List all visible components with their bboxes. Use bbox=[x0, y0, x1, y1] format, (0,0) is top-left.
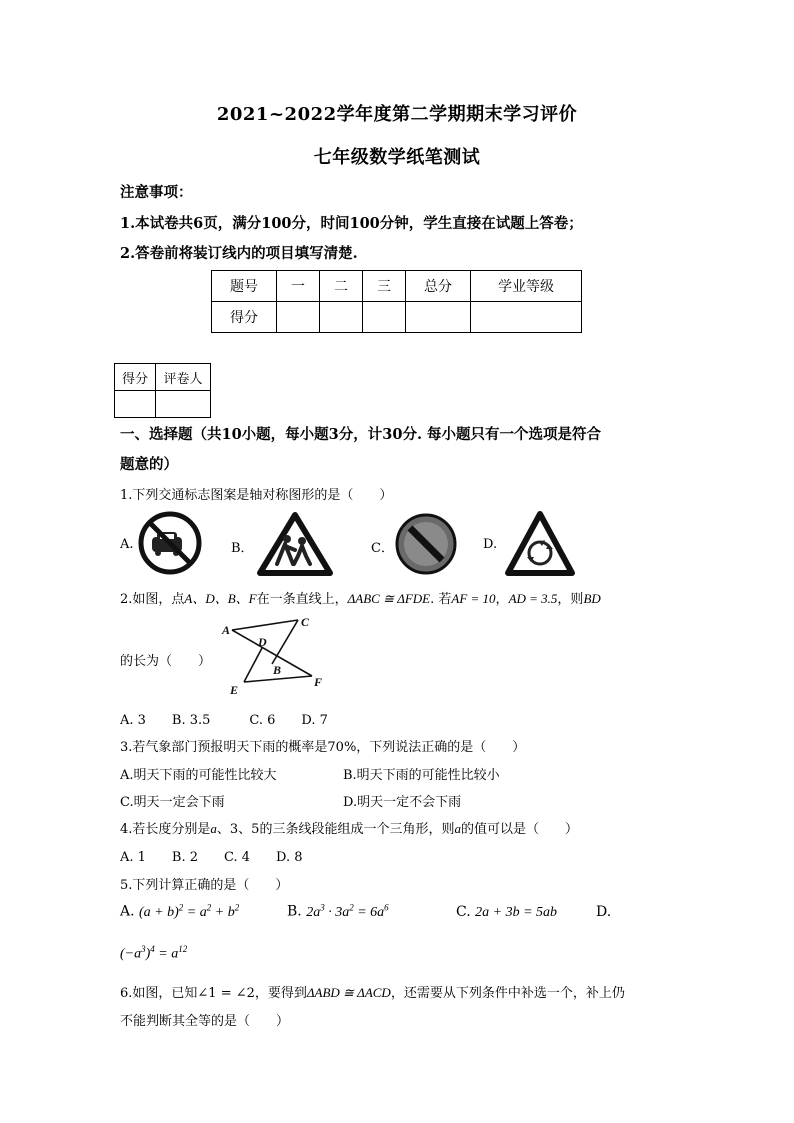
q4-options: A. 1 B. 2 C. 4 D. 8 bbox=[120, 850, 303, 865]
q3-stem: 3.若气象部门预报明天下雨的概率是70%，下列说法正确的是（ ） bbox=[120, 740, 526, 755]
q1-option-d-label: D. bbox=[483, 537, 498, 552]
q2-figure bbox=[222, 612, 332, 698]
grader-header-score: 得分 bbox=[115, 364, 156, 391]
figure-label-c: C bbox=[301, 615, 310, 629]
score-row-label: 得分 bbox=[212, 302, 277, 333]
q5-option-a-expr: $(a + b)^2 = a^2 + b^2$ bbox=[139, 902, 240, 920]
section1-heading: 一、选择题（共10小题，每小题3分，计30分. 每小题只有一个选项是符合 bbox=[120, 426, 602, 443]
score-header-cell: 题号 bbox=[212, 271, 277, 302]
children-crossing-sign-icon bbox=[257, 512, 333, 576]
roundabout-sign-icon bbox=[505, 511, 575, 577]
q3-option-c: C.明天一定会下雨 bbox=[120, 795, 225, 810]
score-header-cell: 总分 bbox=[406, 271, 471, 302]
q5-option-a-label: A. bbox=[120, 903, 135, 920]
grader-table bbox=[114, 363, 211, 418]
score-header-cell: 学业等级 bbox=[471, 271, 582, 302]
q3-option-a: A.明天下雨的可能性比较大 bbox=[120, 768, 277, 783]
notice-item-2: 2.答卷前将装订线内的项目填写清楚. bbox=[120, 245, 358, 262]
no-overtaking-sign-icon bbox=[139, 512, 201, 574]
figure-label-f: F bbox=[314, 675, 323, 689]
q5-option-d-label: D. bbox=[596, 904, 612, 920]
q3-option-d: D.明天一定不会下雨 bbox=[343, 795, 462, 810]
score-table-row bbox=[212, 302, 582, 333]
no-entry-sign-icon bbox=[395, 513, 457, 575]
q1-option-c-label: C． bbox=[371, 541, 394, 556]
q5-stem: 5.下列计算正确的是（ ） bbox=[120, 878, 289, 893]
q2-stem-cont: 的长为（ ） bbox=[120, 654, 212, 669]
notice-heading: 注意事项： bbox=[120, 184, 193, 201]
q6-stem: 6.如图，已知∠1 = ∠2，要得到ΔABD ≅ ΔACD，还需要从下列条件中补选一个，补上仍 bbox=[120, 985, 625, 1001]
score-table bbox=[211, 270, 582, 333]
figure-label-a: A bbox=[222, 623, 231, 637]
q5-option-d-expr: $(-a^3)^4 = a^{12}$ bbox=[120, 944, 188, 962]
grader-header-reviewer: 评卷人 bbox=[156, 364, 211, 391]
q1-option-a-label: A. bbox=[120, 537, 134, 552]
q4-stem: 4.若长度分别是a、3、5的三条线段能组成一个三角形，则a的值可以是（ ） bbox=[120, 821, 578, 837]
section1-heading-cont: 题意的） bbox=[120, 456, 178, 473]
notice-item-1: 1.本试卷共6页，满分100分，时间100分钟，学生直接在试题上答卷； bbox=[120, 215, 583, 232]
q5-option-b-label: B. bbox=[287, 903, 302, 920]
q5-option-b-expr: $2a^3 \cdot 3a^2 = 6a^6$ bbox=[306, 902, 389, 920]
exam-title: 2021~2022学年度第二学期期末学习评价 bbox=[216, 104, 578, 125]
figure-label-e: E bbox=[230, 683, 239, 697]
score-header-cell: 二 bbox=[320, 271, 363, 302]
q5-option-c-expr: 2a + 3b = 5ab bbox=[475, 905, 558, 920]
grader-reviewer-cell[interactable] bbox=[156, 391, 211, 418]
q6-stem-cont: 不能判断其全等的是（ ） bbox=[120, 1014, 290, 1029]
score-table-header-row bbox=[212, 271, 582, 302]
q5-option-c-label: C. bbox=[456, 904, 471, 920]
score-cell[interactable] bbox=[363, 302, 406, 333]
q5-option-c bbox=[456, 904, 557, 921]
score-cell[interactable] bbox=[320, 302, 363, 333]
score-cell[interactable] bbox=[471, 302, 582, 333]
q3-option-b: B.明天下雨的可能性比较小 bbox=[343, 768, 500, 783]
score-cell[interactable] bbox=[406, 302, 471, 333]
figure-label-d: D bbox=[258, 635, 267, 649]
q2-stem: 2.如图，点A、D、B、F在一条直线上，ΔABC ≅ ΔFDE. 若AF = 10，AD = 3.5，则BD bbox=[120, 591, 601, 607]
figure-label-b: B bbox=[273, 663, 282, 677]
q1-stem: 1.下列交通标志图案是轴对称图形的是（ ） bbox=[120, 488, 393, 503]
q5-options-row bbox=[120, 902, 239, 921]
q1-option-b-label: B． bbox=[231, 541, 254, 556]
exam-subtitle: 七年级数学纸笔测试 bbox=[313, 147, 481, 168]
q2-options: A. 3 B. 3.5 C. 6 D. 7 bbox=[120, 713, 328, 728]
score-header-cell: 一 bbox=[277, 271, 320, 302]
q5-option-b bbox=[287, 902, 389, 921]
score-header-cell: 三 bbox=[363, 271, 406, 302]
score-cell[interactable] bbox=[277, 302, 320, 333]
grader-score-cell[interactable] bbox=[115, 391, 156, 418]
